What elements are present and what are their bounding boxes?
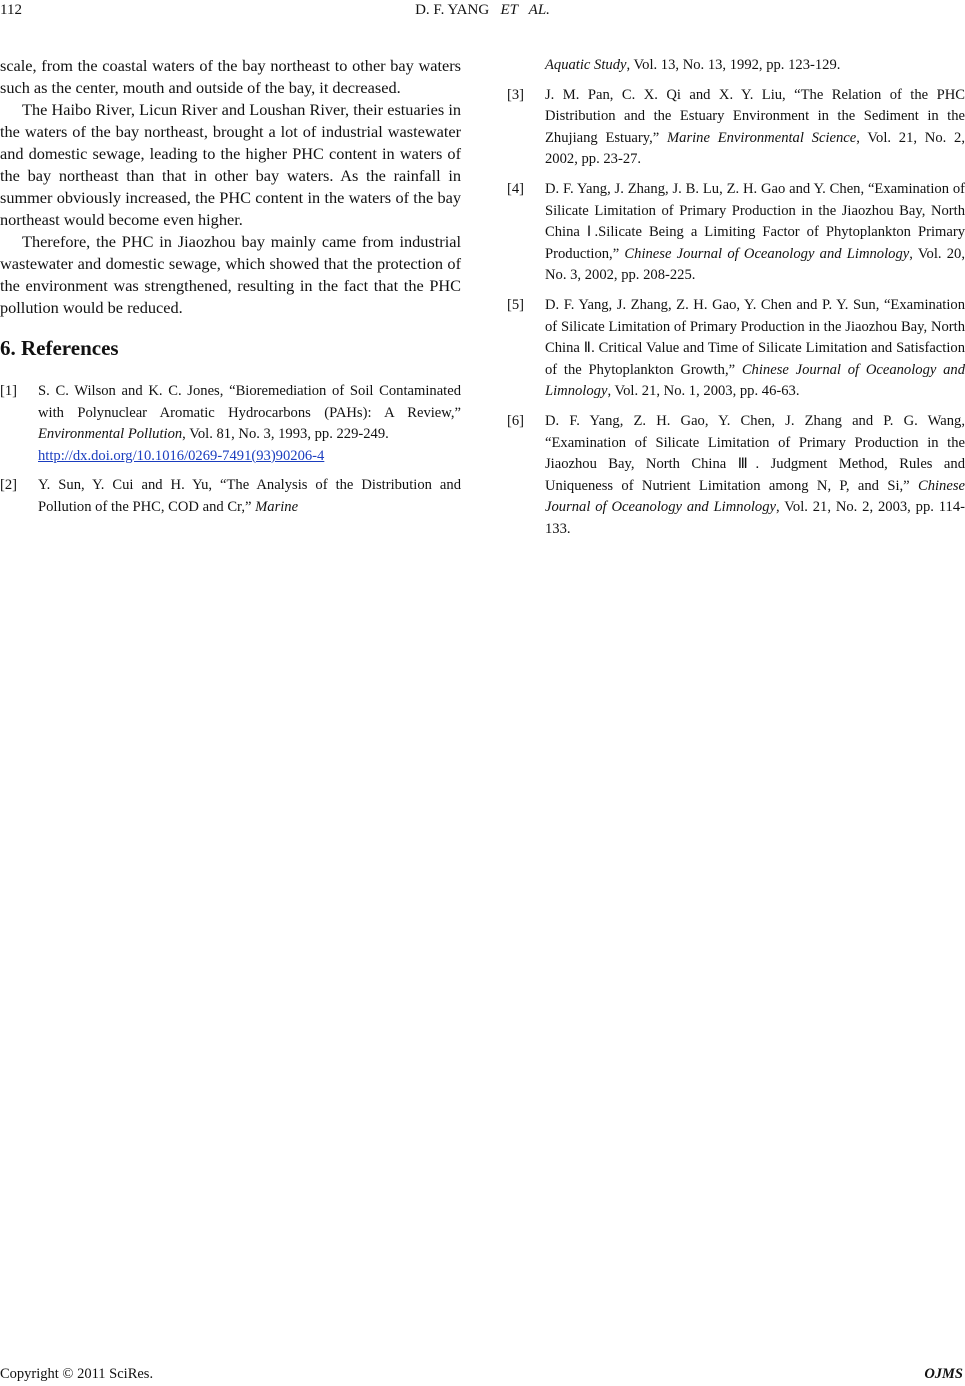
reference-text: S. C. Wilson and K. C. Jones, “Bioremediation of Soil Contaminated with Polynuclear Aromatic Hydrocarbons (PAHs): A Review,”: [38, 383, 461, 421]
reference-item: [507, 85, 965, 171]
copyright: Copyright © 2011 SciRes.: [0, 1366, 154, 1382]
reference-journal: Chinese Journal of Oceanology and Limnology: [545, 477, 965, 516]
reference-number: [1]: [0, 383, 18, 399]
reference-item: [507, 411, 965, 541]
reference-item: [507, 179, 965, 287]
doi-link[interactable]: http://dx.doi.org/10.1016/0269-7491(93)90206-4: [38, 447, 325, 464]
references-heading: 6. References: [0, 336, 119, 360]
reference-text: D. F. Yang, J. Zhang, J. B. Lu, Z. H. Gao and Y. Chen, “Examination of Silicate Limitation of Primary Production in the Jiaozhou Bay, North China Ⅰ.Silicate Being a Limiting Factor of Phytoplankton Primary Production,”: [545, 180, 965, 262]
body-paragraph: scale, from the coastal waters of the bay northeast to other bay waters such as the center, mouth and outside of the bay, it decreased.: [0, 56, 461, 97]
reference-text: D. F. Yang, J. Zhang, Z. H. Gao, Y. Chen and P. Y. Sun, “Examination of Silicate Limitation of Primary Production in the Jiaozhou Bay, North China Ⅱ. Critical Value and Time of Silicate Limitation and Satisfaction of the Phytoplankton Growth,”: [545, 296, 965, 378]
reference-number: [3]: [507, 86, 525, 103]
running-head-authors: D. F. YANG: [415, 2, 490, 18]
reference-text: , Vol. 21, No. 1, 2003, pp. 46-63.: [607, 383, 800, 400]
reference-text: , Vol. 21, No. 2, 2002, pp. 23-27.: [545, 129, 965, 168]
reference-text: D. F. Yang, Z. H. Gao, Y. Chen, J. Zhang and P. G. Wang, “Examination of Silicate Limitation of Primary Production in the Jiaozhou Bay, North China Ⅲ. Judgment Method, Rules and Uniqueness of Nutrient Limitation among N, P, and Si,”: [545, 412, 965, 494]
left-column: [0, 55, 461, 527]
reference-text: Y. Sun, Y. Cui and H. Yu, “The Analysis of the Distribution and Pollution of the PHC, COD and Cr,”: [38, 477, 461, 515]
reference-item: [0, 381, 461, 467]
reference-text: , Vol. 13, No. 13, 1992, pp. 123-129.: [626, 57, 841, 73]
reference-journal: Marine Environmental Science: [666, 129, 857, 146]
reference-item: [0, 475, 461, 518]
reference-text: J. M. Pan, C. X. Qi and X. Y. Liu, “The Relation of the PHC Distribution and the Estuary Environment in the Sediment in the Zhujiang Estuary,”: [545, 86, 965, 146]
running-head-et-al: ET AL.: [500, 2, 550, 18]
reference-journal: Marine: [255, 498, 299, 515]
reference-continuation: [507, 55, 965, 77]
reference-text: , Vol. 20, No. 3, 2002, pp. 208-225.: [545, 245, 965, 284]
right-column: [507, 55, 965, 548]
body-paragraph: Therefore, the PHC in Jiaozhou bay mainly came from industrial wastewater and domestic sewage, which showed that the protection of the environment was strengthened, resulting in the fact that the PHC pollution would be reduced.: [0, 232, 461, 317]
reference-journal: Environmental Pollution: [38, 426, 183, 443]
reference-item: [507, 295, 965, 403]
reference-journal: Chinese Journal of Oceanology and Limnology: [545, 361, 965, 400]
reference-number: [5]: [507, 296, 525, 313]
running-head: [0, 2, 965, 19]
reference-text: , Vol. 81, No. 3, 1993, pp. 229-249.: [182, 426, 389, 443]
reference-number: [2]: [0, 477, 18, 494]
reference-journal: Chinese Journal of Oceanology and Limnology: [624, 245, 910, 262]
reference-number: [4]: [507, 180, 525, 197]
reference-text: , Vol. 21, No. 2, 2003, pp. 114-133.: [545, 499, 965, 537]
reference-journal: Aquatic Study: [545, 57, 627, 73]
page-number: 112: [0, 2, 22, 18]
journal-abbrev: OJMS: [924, 1366, 963, 1382]
body-paragraph: The Haibo River, Licun River and Loushan River, their estuaries in the waters of the bay northeast, brought a lot of industrial wastewater and domestic sewage, leading to the higher PHC content in waters of the bay northeast than that in other bay waters. As the rainfall in summer obviously increased, the PHC content in the waters of the bay northeast would become even higher.: [0, 100, 461, 229]
reference-number: [6]: [507, 412, 525, 429]
